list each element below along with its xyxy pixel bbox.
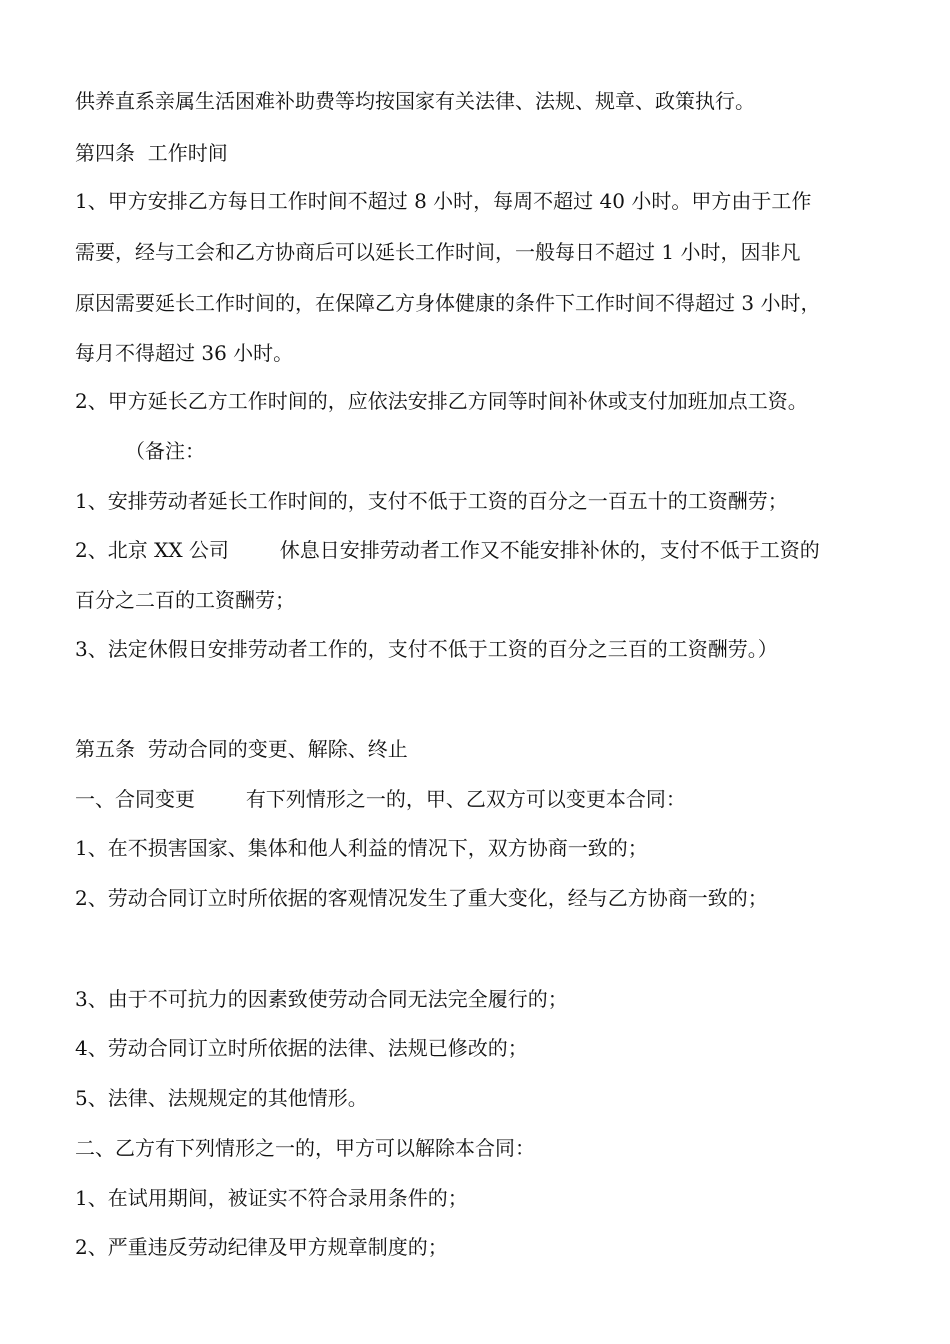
text-line: 需要，经与工会和乙方协商后可以延长工作时间，一般每日不超过 1 小时，因非凡	[75, 240, 801, 264]
text-line: 3、法定休假日安排劳动者工作的，支付不低于工资的百分之三百的工资酬劳。）	[75, 637, 778, 661]
text-line: 5、法律、法规规定的其他情形。	[75, 1086, 368, 1110]
text-line: 2、劳动合同订立时所依据的客观情况发生了重大变化，经与乙方协商一致的；	[75, 886, 768, 910]
section-heading: 第四条 工作时间	[75, 141, 228, 165]
text-line: 一、合同变更 有下列情形之一的，甲、乙双方可以变更本合同：	[75, 787, 686, 811]
note-heading: （备注：	[125, 439, 205, 463]
text-line: 3、由于不可抗力的因素致使劳动合同无法完全履行的；	[75, 987, 568, 1011]
section-heading: 第五条 劳动合同的变更、解除、终止	[75, 737, 408, 761]
text-line: 二、乙方有下列情形之一的，甲方可以解除本合同：	[75, 1136, 535, 1160]
text-line: 百分之二百的工资酬劳；	[75, 588, 295, 612]
text-line: 1、在不损害国家、集体和他人利益的情况下，双方协商一致的；	[75, 836, 648, 860]
text-line: 4、劳动合同订立时所依据的法律、法规已修改的；	[75, 1036, 528, 1060]
text-line: 原因需要延长工作时间的，在保障乙方身体健康的条件下工作时间不得超过 3 小时，	[75, 291, 821, 315]
text-line: 2、甲方延长乙方工作时间的，应依法安排乙方同等时间补休或支付加班加点工资。	[75, 389, 808, 413]
text-line: 1、甲方安排乙方每日工作时间不超过 8 小时，每周不超过 40 小时。甲方由于工作	[75, 189, 812, 213]
text-line: 供养直系亲属生活困难补助费等均按国家有关法律、法规、规章、政策执行。	[75, 89, 755, 113]
text-line: 2、北京 XX 公司 休息日安排劳动者工作又不能安排补休的，支付不低于工资的	[75, 538, 820, 562]
text-line: 2、严重违反劳动纪律及甲方规章制度的；	[75, 1235, 448, 1259]
text-line: 1、安排劳动者延长工作时间的，支付不低于工资的百分之一百五十的工资酬劳；	[75, 489, 788, 513]
text-line: 每月不得超过 36 小时。	[75, 341, 294, 365]
text-line: 1、在试用期间，被证实不符合录用条件的；	[75, 1186, 468, 1210]
